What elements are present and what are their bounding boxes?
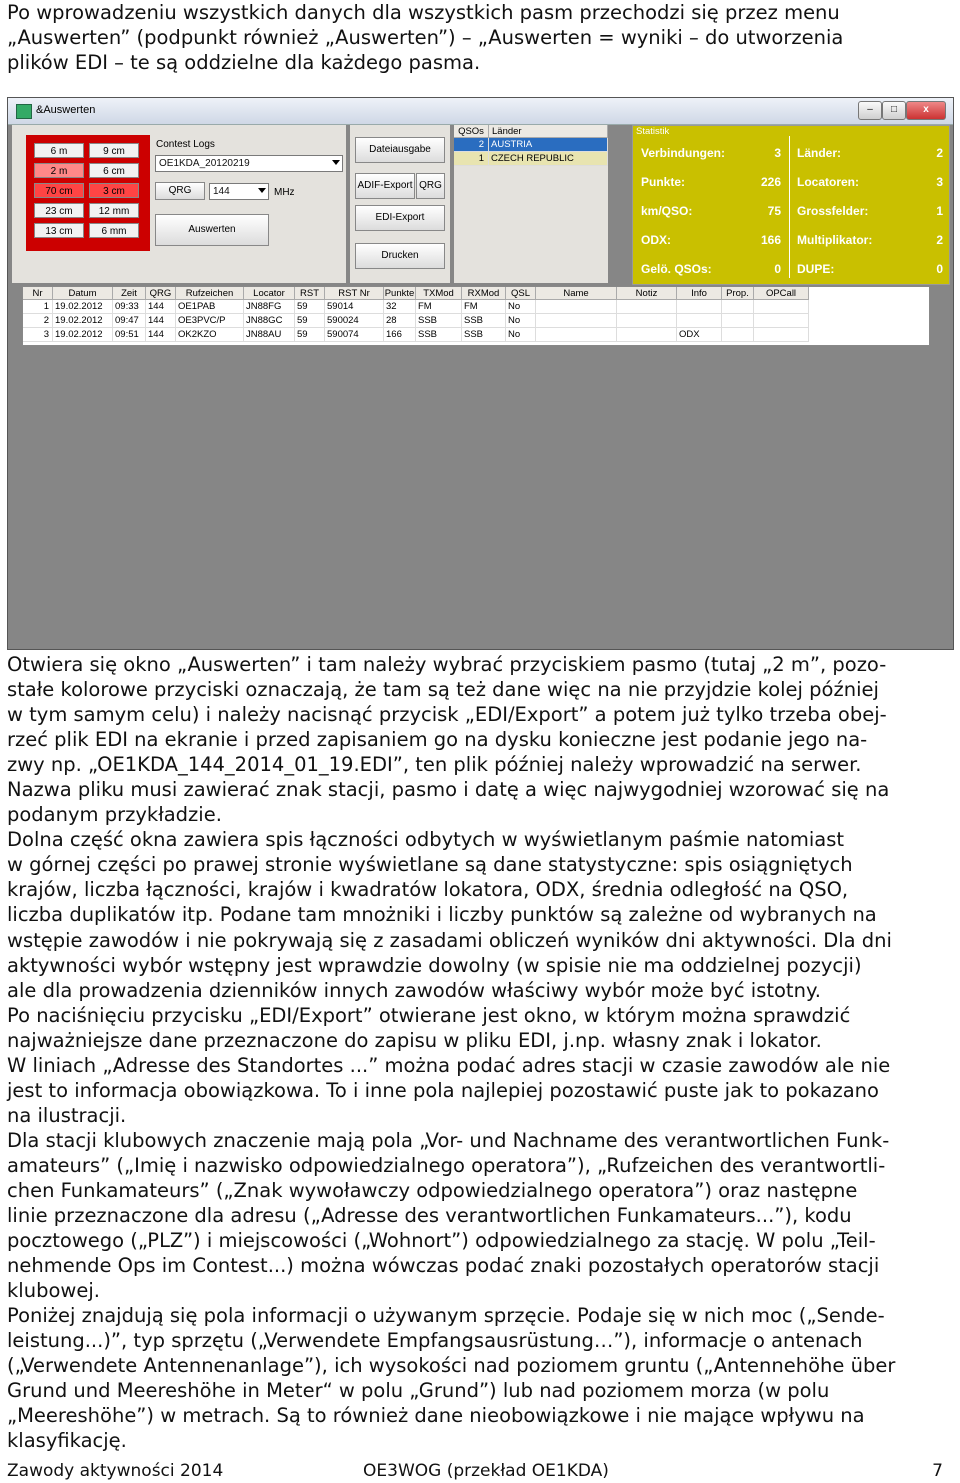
body-paragraph [7,652,955,1454]
log-cell[interactable]: OK2KZO [176,328,244,342]
body-line: podanym przykładzie. [7,803,222,827]
body-line: linie przeznaczone dla adresu („Adresse des verantwortlichen Funkamateurs...”), kodu [7,1204,852,1228]
stat-value: 3 [774,146,781,160]
stat-label: km/QSO: [641,204,693,218]
log-cell[interactable]: 3 [23,328,53,342]
log-cell[interactable]: 19.02.2012 [53,300,113,314]
band-button[interactable]: 23 cm [34,203,84,218]
log-cell[interactable] [722,328,754,342]
countries-table [454,125,608,283]
body-line: („Verwendete Antennenanlage”), ich wysokości nad poziomem gruntu („Antennehöhe über [7,1354,896,1378]
stat-value: 0 [936,262,943,276]
log-cell[interactable]: SSB [462,328,506,342]
body-line: w górnej części po prawej stronie wyświetlane są dane statystyczne: spis osiągniętych [7,853,853,877]
contest-logs-label: Contest Logs [156,139,215,150]
log-cell[interactable] [536,328,617,342]
log-cell[interactable] [677,300,722,314]
log-cell[interactable]: JN88GC [244,314,295,328]
log-cell[interactable] [677,314,722,328]
log-cell[interactable]: 166 [384,328,416,342]
footer-left: Zawody aktywności 2014 [7,1461,224,1481]
country-name: CZECH REPUBLIC [489,152,608,166]
body-line: „Meereshöhe”) w metrach. Są to również dane nieobowiązkowe i nie mające wpływu na [7,1404,865,1428]
stat-label: Gelö. QSOs: [641,262,712,276]
body-line: aktywności wybór wstępny jest wprawdzie dowolny (w spisie nie ma oddzielnej pozycji) [7,953,862,977]
app-icon [16,104,32,119]
export-panel [350,125,450,283]
stat-value: 166 [760,233,781,247]
log-cell[interactable]: SSB [416,328,462,342]
body-line: w tym samym celu) i należy nacisnąć przycisk „EDI/Export” a potem już tylko trzeba obej- [7,703,887,727]
laender-header: Länder [489,125,608,138]
body-line: klubowej. [7,1279,100,1303]
log-column-header[interactable]: Zeit [113,287,146,300]
band-button[interactable]: 13 cm [34,223,84,238]
body-line: chen Funkamateurs” („Znak wywoławczy odpowiedzialnego operatora”) oraz następne [7,1178,858,1202]
log-cell[interactable]: No [506,300,536,314]
log-cell[interactable]: 1 [23,300,53,314]
body-line: amateurs” („Imię i nazwisko odpowiedzialnego operatora”), „Rufzeichen des verantwortli- [7,1153,886,1177]
stat-value: 2 [936,233,943,247]
stat-label: Grossfelder: [797,204,869,218]
log-column-header[interactable]: RST [295,287,325,300]
log-column-header[interactable]: Locator [244,287,295,300]
stat-value: 2 [936,146,943,160]
log-cell[interactable]: FM [462,300,506,314]
window-title: &Auswerten [36,104,96,116]
stat-value: 3 [936,175,943,189]
stat-label: Locatoren: [797,175,860,189]
intro-paragraph [7,0,955,75]
contest-log-value: OE1KDA_20120219 [159,158,250,169]
log-column-header[interactable]: QRG [146,287,176,300]
log-column-header[interactable]: Info [677,287,722,300]
stat-value: 75 [767,204,781,218]
band-button[interactable]: 70 cm [34,183,84,198]
qso-log-table [22,286,930,346]
stat-label: Verbindungen: [641,146,725,160]
intro-line: Po wprowadzeniu wszystkich danych dla wszystkich pasm przechodzi się przez menu [7,1,840,24]
stat-value: 226 [760,175,781,189]
body-line: Poniżej znajdują się pola informacji o używanym sprzęcie. Podaje się w nich moc („Sende- [7,1304,885,1328]
log-cell[interactable] [617,314,677,328]
stat-label: Länder: [797,146,842,160]
log-cell[interactable]: 59 [295,300,325,314]
log-cell[interactable]: 59014 [325,300,384,314]
intro-line: „Auswerten” (podpunkt również „Auswerten”) – „Auswerten = wyniki – do utworzenia [7,26,844,50]
body-line: na ilustracji. [7,1103,127,1127]
stat-value: 1 [936,204,943,218]
qrg-label-button[interactable]: QRG [155,182,205,200]
log-cell[interactable] [754,328,809,342]
body-line: Dla stacji klubowych znaczenie mają pola „Vor- und Nachname des verantwortlichen Funk- [7,1128,890,1152]
log-cell[interactable]: 09:47 [113,314,146,328]
mhz-label: MHz [274,187,295,198]
country-name: AUSTRIA [489,138,608,152]
band-button[interactable]: 6 cm [89,163,139,178]
close-icon[interactable]: x [906,101,946,120]
band-button[interactable]: 12 mm [89,203,139,218]
intro-line: plików EDI – te są oddzielne dla każdego pasma. [7,51,481,75]
log-cell[interactable]: 590024 [325,314,384,328]
body-line: ale dla prowadzenia dzienników innych zawodów właściwy wybór może być istotny. [7,978,821,1002]
log-column-header[interactable]: OPCall [754,287,809,300]
body-line: pocztowego („PLZ”) i miejscowości („Wohnort”) odpowiedzialnego za stację. W polu „Teil- [7,1229,876,1253]
band-button[interactable]: 3 cm [89,183,139,198]
log-cell[interactable]: SSB [462,314,506,328]
log-cell[interactable]: JN88AU [244,328,295,342]
log-column-header[interactable]: TXMod [416,287,462,300]
log-cell[interactable]: 09:51 [113,328,146,342]
stats-divider [789,136,790,278]
log-cell[interactable]: No [506,314,536,328]
stat-label: ODX: [641,233,671,247]
body-line: nehmende Ops im Contest...) można wówczas podać znaki pozostałych operatorów stacji [7,1254,880,1278]
log-cell[interactable]: 19.02.2012 [53,328,113,342]
body-line: W liniach „Adresse des Standortes ...” można podać adres stacji w czasie zawodów ale nie [7,1053,891,1077]
body-line: Nazwa pliku musi zawierać znak stacji, pasmo i datę a więc najwygodniej wzorować się na [7,778,890,802]
band-button[interactable]: 2 m [34,163,84,178]
log-cell[interactable] [536,300,617,314]
log-column-header[interactable]: RXMod [462,287,506,300]
log-cell[interactable]: 590074 [325,328,384,342]
body-line: Otwiera się okno „Auswerten” i tam należy wybrać przyciskiem pasmo (tutaj „2 m”, pozo- [7,653,887,676]
body-line: najważniejsze dane przeznaczone do zapisu w pliku EDI, j.np. własny znak i lokator. [7,1028,822,1052]
page-number: 7 [932,1461,943,1481]
log-cell[interactable]: 59 [295,328,325,342]
log-cell[interactable]: JN88FG [244,300,295,314]
qrg-select[interactable] [209,183,269,200]
footer-center: OE3WOG (przekład OE1KDA) [363,1461,609,1481]
log-cell[interactable]: SSB [416,314,462,328]
log-cell[interactable] [722,300,754,314]
body-line: krajów, liczba łączności, krajów i kwadratów lokatora, ODX, średnia odległość na QSO, [7,878,849,902]
log-column-header[interactable]: Datum [53,287,113,300]
body-line: klasyfikację. [7,1429,127,1453]
dateiausgabe-button[interactable]: Dateiausgabe [355,137,445,163]
auswerten-window [7,97,954,650]
log-column-header[interactable]: Name [536,287,617,300]
log-cell[interactable]: OE3PVC/P [176,314,244,328]
body-line: wstępie zawodów i nie pokrywają się z zasadami obliczeń wyników dni aktywności. Dla dni [7,928,892,952]
log-cell[interactable]: 59 [295,314,325,328]
log-column-header[interactable]: Nr [23,287,53,300]
contest-log-select[interactable] [155,155,343,172]
log-column-header[interactable]: Rufzeichen [176,287,244,300]
log-cell[interactable] [536,314,617,328]
qsos-header: QSOs [454,125,489,138]
log-cell[interactable]: 32 [384,300,416,314]
adif-export-button[interactable]: ADIF-Export [355,173,415,199]
log-cell[interactable]: ODX [677,328,722,342]
qrg-value: 144 [213,186,230,197]
body-line: jest to informacja obowiązkowa. To i inne pola najlepiej pozostawić puste jak to pokazano [7,1078,879,1102]
stat-value: 0 [774,262,781,276]
log-cell[interactable] [722,314,754,328]
log-cell[interactable]: 144 [146,328,176,342]
log-cell[interactable]: 28 [384,314,416,328]
log-cell[interactable]: 144 [146,300,176,314]
band-button[interactable]: 6 m [34,143,84,158]
band-button[interactable]: 9 cm [89,143,139,158]
control-panel [12,125,346,283]
log-cell[interactable]: 19.02.2012 [53,314,113,328]
log-cell[interactable] [617,300,677,314]
log-column-header[interactable]: QSL [506,287,536,300]
log-cell[interactable]: 144 [146,314,176,328]
body-line: liczba duplikatów itp. Podane tam mnożniki i liczby punktów są zależne od wybranych na [7,903,877,927]
body-line: zwy np. „OE1KDA_144_2014_01_19.EDI”, ten plik później należy wprowadzić na serwer. [7,753,862,777]
body-line: leistung...)”, typ sprzętu („Verwendete Empfangsausrüstung…”), informacje o antenach [7,1329,863,1353]
country-qso-count: 1 [454,152,489,166]
statistics-title: Statistik [636,126,670,137]
log-cell[interactable]: 2 [23,314,53,328]
body-line: stałe kolorowe przyciski oznaczają, że tam są też dane więc na nie przyjdzie kolej później [7,678,879,702]
log-cell[interactable]: OE1PAB [176,300,244,314]
minimize-icon[interactable]: – [858,101,882,120]
log-column-header[interactable]: RST Nr [325,287,384,300]
log-column-header[interactable]: Prop. [722,287,754,300]
drucken-button[interactable]: Drucken [355,243,445,269]
window-client [12,125,949,645]
stat-label: DUPE: [797,262,835,276]
statistics-panel [632,125,950,285]
log-cell[interactable]: 09:33 [113,300,146,314]
window-titlebar [8,98,953,125]
log-cell[interactable]: FM [416,300,462,314]
body-line: Grund und Meereshöhe in Meter“ w polu „Grund”) lub nad poziomem morza (w polu [7,1379,830,1403]
log-cell[interactable]: No [506,328,536,342]
chevron-down-icon [258,188,266,193]
band-selector [26,135,150,251]
body-line: Dolna część okna zawiera spis łączności odbytych w wyświetlanym paśmie natomiast [7,828,844,852]
body-line: Po naciśnięciu przycisku „EDI/Export” otwierane jest okno, w którym można sprawdzić [7,1003,851,1027]
log-cell[interactable] [754,314,809,328]
maximize-icon[interactable]: □ [882,101,906,120]
stat-label: Punkte: [641,175,686,189]
qrg-button[interactable]: QRG [416,173,445,199]
edi-export-button[interactable]: EDI-Export [355,205,445,231]
log-column-header[interactable]: Punkte [384,288,415,299]
band-button[interactable]: 6 mm [89,223,139,238]
log-column-header[interactable]: Notiz [617,287,677,300]
auswerten-button[interactable]: Auswerten [155,214,269,246]
chevron-down-icon [332,160,340,165]
stat-label: Multiplikator: [797,233,873,247]
country-qso-count: 2 [454,138,489,152]
body-line: rzeć plik EDI na ekranie i przed zapisaniem go na dysku konieczne jest podanie jego na- [7,728,868,752]
log-cell[interactable] [617,328,677,342]
log-cell[interactable] [754,300,809,314]
